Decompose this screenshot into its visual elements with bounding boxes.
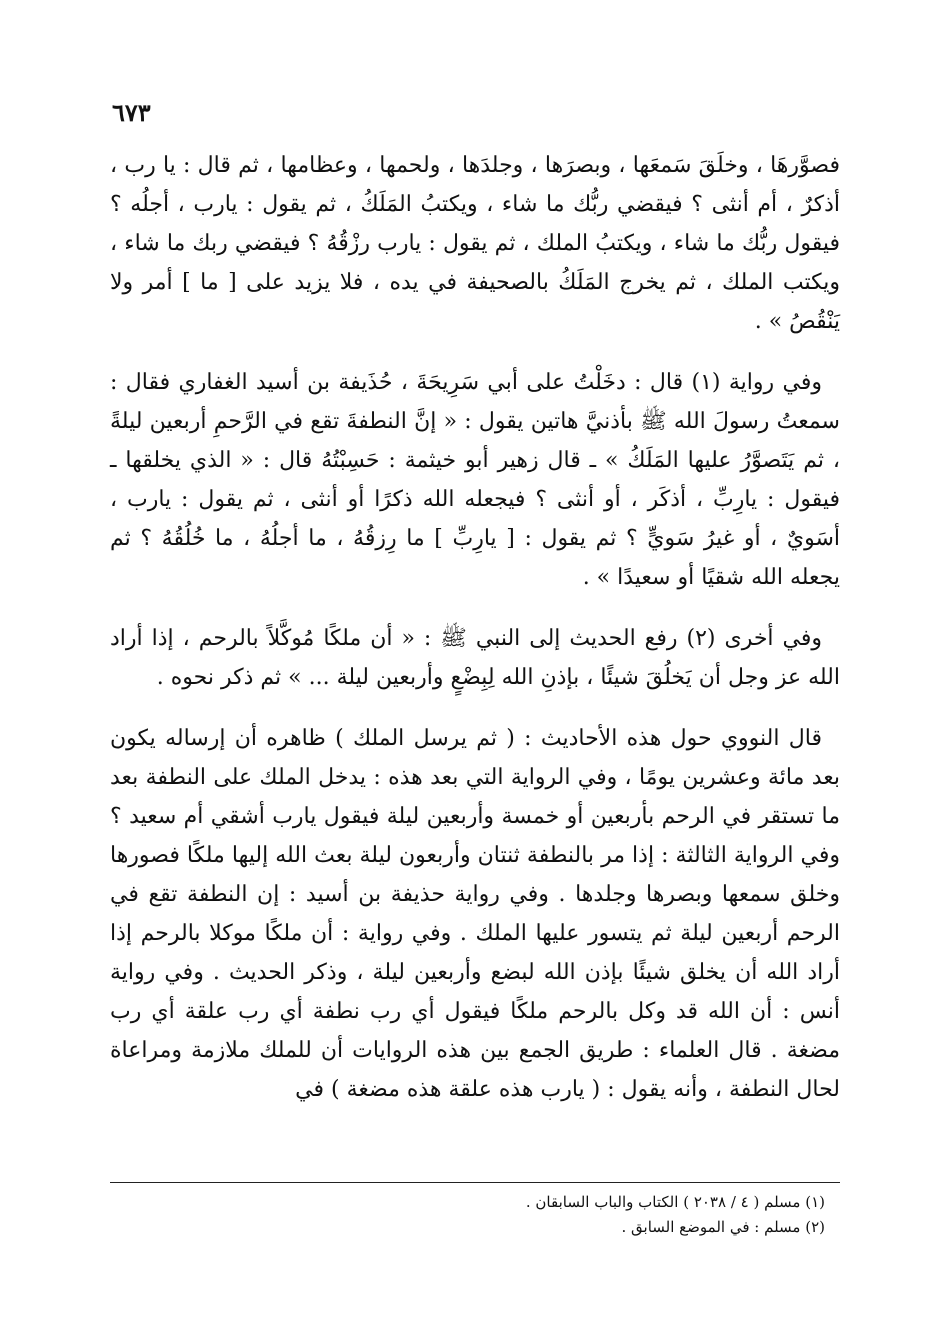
paragraph: وفي رواية (١) قال : دخَلْتُ على أبي سَرِيحَةَ ، حُذَيفة بن أسيد الغفاري فقال : سمعتُ رسولَ الله ﷺ بأذنيَّ هاتين يقول : « إنَّ النطفةَ تقع في الرَّحمِ أربعين ليلةً ، ثم يَتَصوَّرُ عليها المَلَكُ » ـ قال زهير أبو خيثمة : حَسِبْتُهُ قال : « الذي يخلقها ـ فيقول : يارِبِّ ، أذكَر ، أو أنثى ؟ فيجعله الله ذكرًا أو أنثى ، ثم يقول : يارب ، أسَويٌ ، أو غيرُ سَويٍّ ؟ ثم يقول : [ يارِبِّ ] ما رِزقُهُ ، ما أجلُهُ ، ما خُلُقُهُ ؟ ثم يجعله الله شقيًا أو سعيدًا » .: [110, 370, 840, 590]
paragraph: وفي أخرى (٢) رفع الحديث إلى النبي ﷺ : « أن ملكًا مُوكَّلاً بالرحم ، إذا أراد الله عز وجل أن يَخلُقَ شيئًا ، بإذنِ الله لِبِضْعٍ وأربعين ليلة ... » ثم ذكر نحوه .: [110, 626, 840, 690]
footnotes: [110, 1190, 825, 1240]
footnote: (١) مسلم ( ٤ / ٢٠٣٨ ) الكتاب والباب السابقان .: [525, 1193, 825, 1211]
page-number: ٦٧٣: [112, 98, 151, 127]
footnote: (٢) مسلم : في الموضع السابق .: [621, 1218, 825, 1236]
paragraph: قال النووي حول هذه الأحاديث : ( ثم يرسل الملك ) ظاهره أن إرساله يكون بعد مائة وعشرين يومًا ، وفي الرواية التي بعد هذه : يدخل الملك على النطفة بعد ما تستقر في الرحم بأربعين أو خمسة وأربعين ليلة فيقول يارب أشقي أم سعيد ؟ وفي الرواية الثالثة : إذا مر بالنطفة ثنتان وأربعون ليلة بعث الله إليها ملكًا فصورها وخلق سمعها وبصرها وجلدها . وفي رواية حذيفة بن أسيد : إن النطفة تقع في الرحم أربعين ليلة ثم يتسور عليها الملك . وفي رواية : أن ملكًا موكلا بالرحم إذا أراد الله أن يخلق شيئًا بإذن الله لبضع وأربعين ليلة ، وذكر الحديث . وفي رواية أنس : أن الله قد وكل بالرحم ملكًا فيقول أي رب نطفة أي رب علقة أي رب مضغة . قال العلماء : طريق الجمع بين هذه الروايات أن للملك ملازمة ومراعاة لحال النطفة ، وأنه يقول : ( يارب هذه علقة هذه مضغة ) في: [110, 726, 840, 1102]
main-text: [110, 146, 840, 1131]
paragraph: فصوَّرهَا ، وخلَقَ سَمعَها ، وبصرَها ، وجلدَها ، ولحمها ، وعظامها ، ثم قال : يا رب ، أذكرٌ ، أم أنثى ؟ فيقضي ربُّك ما شاء ، ويكتبُ المَلَكُ ، ثم يقول : يارب ، أجلُه ؟ فيقول ربُّك ما شاء ، ويكتبُ الملك ، ثم يقول : يارب رزْقُهُ ؟ فيقضي ربك ما شاء ، ويكتب الملك ، ثم يخرج المَلَكُ بالصحيفة في يده ، فلا يزيد على [ ما ] أمر ولا يَنْقُصُ » .: [110, 153, 840, 334]
footnote-divider: [110, 1182, 840, 1183]
